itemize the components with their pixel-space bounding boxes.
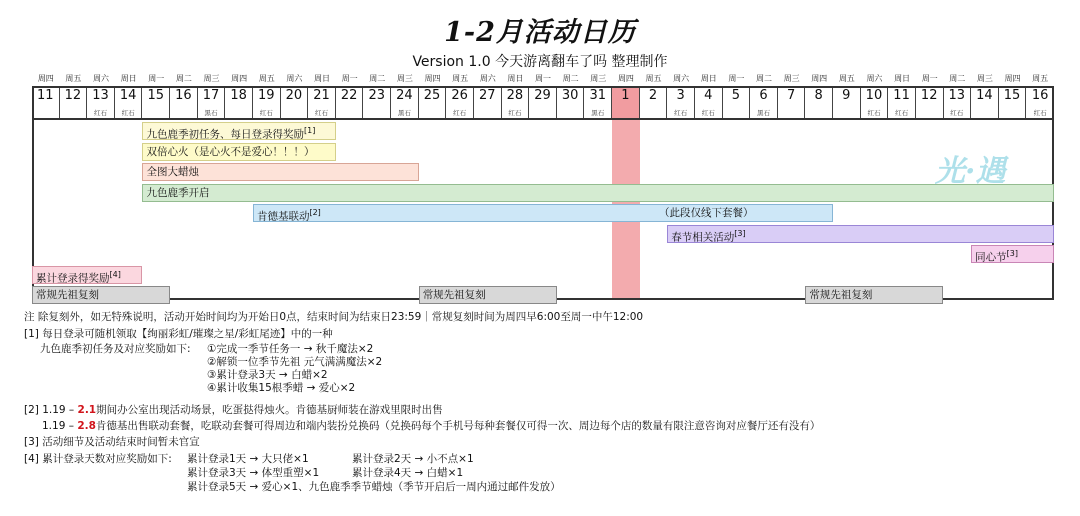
note-4-reward: 累计登录3天 → 体型重塑×1 (187, 467, 320, 479)
note-4-reward: 累计登录5天 → 爱心×1、九色鹿季季节蜡烛（季节开启后一周内通过邮件发放） (187, 481, 561, 493)
stone-tag: 红石 (701, 109, 715, 117)
stone-tag: 红石 (94, 109, 108, 117)
event-label: 累计登录得奖励 (36, 272, 110, 284)
weekday-label: 周三 (976, 74, 993, 83)
weekday-label: 周日 (120, 74, 137, 83)
date-number: 17 (202, 88, 220, 103)
date-number: 11 (37, 88, 54, 103)
footnote-ref: [4] (109, 269, 121, 279)
event-label: 同心节 (975, 251, 1007, 263)
event-bar (142, 184, 1054, 202)
stone-tag: 红石 (1033, 109, 1047, 117)
weekday-label: 周一 (534, 74, 551, 83)
weekday-label: 周二 (949, 74, 966, 83)
weekday-label: 周四 (231, 74, 248, 83)
event-bar (142, 163, 418, 181)
general-note: 注 除复刻外，如无特殊说明，活动开始时间均为开始日0点，结束时间为结束日23:59｜常规复刻时间为周四早6:00至周一中午12:00 (24, 311, 644, 323)
date-number: 21 (313, 88, 330, 103)
stone-tag: 红石 (259, 109, 273, 117)
stone-tag: 红石 (867, 109, 881, 117)
weekday-label: 周二 (562, 74, 579, 83)
weekday-label: 周四 (37, 74, 54, 83)
date-number: 15 (1003, 88, 1021, 103)
weekday-label: 周六 (479, 74, 496, 83)
event-bar (805, 286, 943, 304)
event-bar (971, 245, 1054, 263)
note-4-reward: 累计登录2天 → 小不点×1 (352, 453, 474, 465)
weekday-label: 周五 (838, 74, 855, 83)
stone-tag: 红石 (895, 109, 909, 117)
date-number: 28 (506, 88, 524, 103)
weekday-label: 周六 (286, 74, 303, 83)
note-1-title: [1] 每日登录可随机领取【绚丽彩虹/璀璨之星/彩虹尾迹】中的一种 (24, 328, 333, 340)
weekday-label: 周六 (673, 74, 690, 83)
note-2-prefix: [2] 1.19 – (24, 404, 78, 416)
event-bar (419, 286, 557, 304)
date-number: 18 (230, 88, 247, 103)
note-4-reward: 累计登录1天 → 大只佬×1 (187, 453, 309, 465)
date-number: 4 (704, 88, 713, 103)
date-number: 14 (119, 88, 137, 103)
note-2b-prefix: 1.19 – (42, 420, 78, 432)
note-4-reward: 累计登录4天 → 白蜡×1 (352, 467, 464, 479)
date-number: 5 (731, 88, 740, 103)
event-label: 常规先祖复刻 (809, 289, 873, 301)
date-row-divider (32, 118, 1054, 120)
date-number: 27 (478, 88, 496, 103)
weekday-label: 周五 (452, 74, 469, 83)
date-number: 14 (976, 88, 993, 103)
stone-tag: 红石 (508, 109, 522, 117)
kfc-offline-note: （此段仅线下套餐） (659, 207, 754, 219)
weekday-label: 周五 (65, 74, 82, 83)
note-2b-text: 肯德基出售联动套餐，吃联动套餐可得周边和端内装扮兑换码（兑换码每个手机号每种套餐仅可得一次、周边每个店的数量有限注意咨询对应餐厅还有没有） (95, 420, 821, 432)
date-number: 12 (920, 88, 938, 103)
event-bar (142, 122, 335, 140)
event-label: 常规先祖复刻 (422, 289, 486, 301)
date-number: 16 (175, 88, 192, 103)
date-number: 11 (893, 88, 910, 103)
stone-tag: 黑石 (397, 109, 411, 117)
date-number: 3 (676, 88, 685, 103)
weekday-label: 周三 (590, 74, 607, 83)
event-label: 春节相关活动 (671, 231, 735, 243)
date-number: 23 (368, 88, 386, 103)
date-number: 12 (64, 88, 82, 103)
date-number: 24 (396, 88, 413, 103)
page-subtitle: Version 1.0 今天游离翻车了吗 整理制作 (412, 54, 668, 70)
stone-tag: 黑石 (756, 109, 770, 117)
date-number: 9 (842, 88, 851, 103)
stone-tag: 黑石 (204, 109, 218, 117)
note-1-subtitle: 九色鹿季初任务及对应奖励如下: (40, 343, 191, 355)
page-title: 1-2月活动日历 (444, 17, 636, 48)
weekday-label: 周二 (369, 74, 386, 83)
weekday-label: 周五 (258, 74, 275, 83)
stone-tag: 红石 (121, 109, 135, 117)
date-number: 1 (621, 88, 630, 103)
date-number: 10 (865, 88, 883, 103)
date-number: 30 (561, 88, 579, 103)
event-bar (32, 286, 170, 304)
game-logo-watermark: 光·遇 (935, 154, 1006, 189)
note-2-text: 期间办公室出现活动场景，吃蛋挞得烛火。肯德基厨师装在游戏里限时出售 (96, 404, 443, 416)
date-number: 15 (147, 88, 165, 103)
event-label: 常规先祖复刻 (36, 289, 99, 301)
note-2-end-date: 2.1 (77, 404, 97, 416)
weekday-label: 周二 (175, 74, 192, 83)
footnote-ref: [3] (1006, 249, 1018, 258)
date-number: 8 (814, 88, 823, 103)
event-label: 双倍心火（是心火不是爱心！！！） (146, 145, 315, 158)
weekday-label: 周日 (700, 74, 717, 83)
weekday-label: 周四 (811, 74, 828, 83)
event-bar (667, 225, 1054, 243)
stone-tag: 红石 (674, 109, 688, 117)
note-2-line-2 (42, 420, 820, 433)
stone-tag: 红石 (453, 109, 467, 117)
weekday-label: 周六 (866, 74, 883, 83)
stone-tag: 红石 (950, 109, 964, 117)
event-bar (32, 266, 142, 284)
date-number: 7 (786, 88, 796, 103)
weekday-label: 周四 (1004, 74, 1021, 83)
weekday-label: 周日 (314, 74, 330, 83)
date-number: 16 (1031, 88, 1049, 103)
event-label: 肯德基联动 (256, 210, 310, 222)
date-number: 6 (759, 88, 768, 103)
weekday-label: 周四 (424, 74, 441, 83)
event-bar (142, 143, 335, 161)
date-number: 29 (534, 88, 551, 103)
note-1-item: ④累计收集15根季蜡 → 爱心×2 (207, 382, 356, 394)
date-number: 26 (451, 88, 468, 103)
weekday-label: 周六 (93, 74, 110, 83)
event-label: 九色鹿季开启 (146, 186, 210, 199)
note-4-title: [4] 累计登录天数对应奖励如下: (24, 453, 172, 465)
weekday-label: 周日 (894, 74, 911, 83)
note-1-item: ③累计登录3天 → 白蜡×2 (207, 369, 328, 381)
weekday-label: 周三 (783, 74, 800, 83)
date-number: 31 (589, 88, 606, 103)
footnote-ref: [1] (303, 126, 316, 135)
note-1-item: ②解锁一位季节先祖 元气满满魔法×2 (207, 356, 383, 368)
weekday-label: 周一 (148, 74, 165, 83)
weekday-label: 周日 (507, 74, 524, 83)
weekday-label: 周三 (203, 74, 220, 83)
stone-tag: 红石 (315, 109, 328, 117)
weekday-label: 周一 (341, 74, 358, 83)
date-number: 13 (948, 88, 966, 103)
weekday-label: 周五 (645, 74, 662, 83)
weekday-label: 周一 (728, 74, 745, 83)
footnote-ref: [3] (734, 228, 746, 238)
weekday-label: 周四 (617, 74, 634, 83)
date-number: 13 (92, 88, 109, 103)
weekday-label: 周二 (755, 74, 772, 83)
date-number: 2 (648, 88, 658, 103)
activity-calendar (32, 72, 1054, 300)
note-2-line-1 (24, 404, 443, 417)
date-number: 25 (423, 88, 441, 103)
event-label: 全图大蜡烛 (146, 166, 199, 178)
date-number: 19 (258, 88, 275, 103)
note-3: [3] 活动细节及活动结束时间暂未官宣 (24, 436, 200, 448)
weekday-label: 周三 (396, 74, 413, 83)
note-1-item: ①完成一季节任务一 → 秋千魔法×2 (207, 343, 374, 355)
weekday-label: 周五 (1032, 74, 1049, 83)
stone-tag: 黑石 (591, 109, 605, 117)
date-number: 20 (285, 88, 303, 103)
date-number: 22 (340, 88, 358, 103)
note-2b-end-date: 2.8 (77, 420, 96, 432)
event-label: 九色鹿季初任务、每日登录得奖励 (146, 128, 304, 140)
footnote-ref: [2] (309, 208, 321, 217)
weekday-label: 周一 (921, 74, 938, 83)
